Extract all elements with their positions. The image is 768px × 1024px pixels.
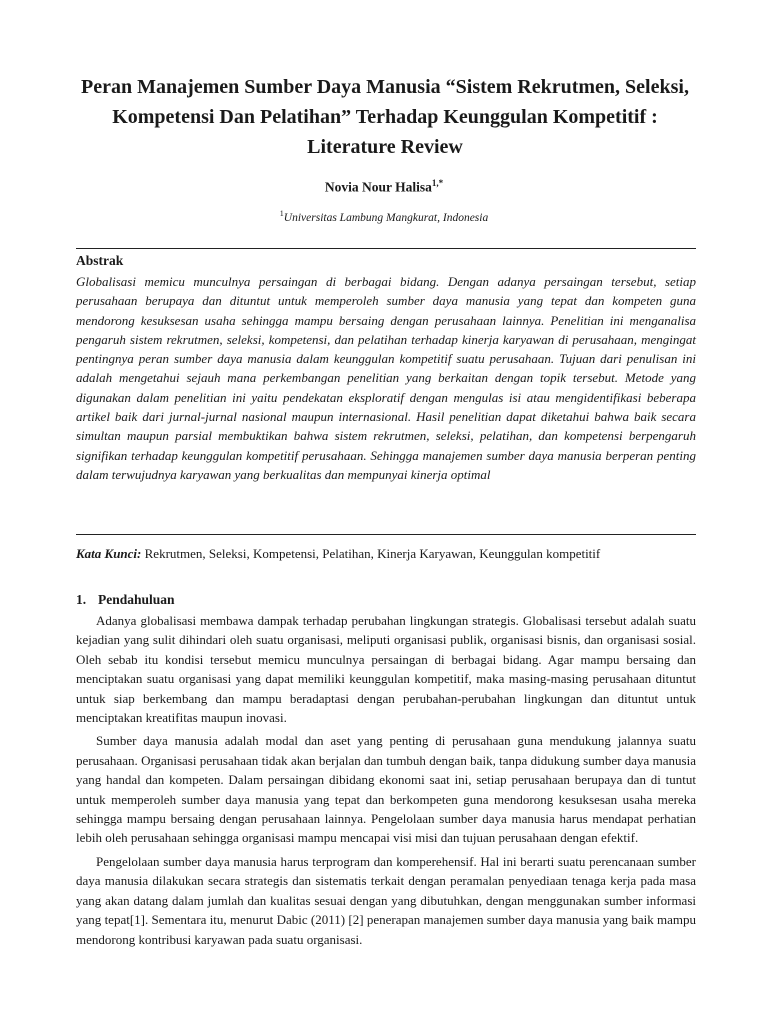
body-paragraph: Sumber daya manusia adalah modal dan aset yang penting di perusahaan guna mendukung jalannya suatu perusahaan. Organisasi perusahaan tidak akan berjalan dan tumbuh dengan baik, tanpa didukung sumber daya manusia yang handal dan kompeten. Dalam persaingan dibidang ekonomi saat ini, setiap perusahaan berupaya dan di tuntut untuk memperoleh sumber daya manusia yang tepat dan berkompeten guna mendorong kesuksesan usaha mereka sehingga mampu bersaing dengan perusahaan lainnya. Pengelolaan sumber daya manusia harus mendapat perhatian lebih oleh perusahaan sehingga organisasi mampu mencapai visi misi dan tujuan perusahaan dengan efektif. [76,733,696,846]
section-body [76,611,696,953]
affiliation-text: Universitas Lambung Mangkurat, Indonesia [283,211,489,224]
affiliation-line [0,209,768,224]
abstract-text: Globalisasi memicu munculnya persaingan di berbagai bidang. Dengan adanya persaingan tersebut, setiap perusahaan berupaya dan dituntut untuk memperoleh sumber daya manusia yang tepat dan kompeten guna mendorong kesuksesan usaha sehingga mampu bersaing dengan perusahaan lainnya. Penelitian ini menganalisa pengaruh sistem rekrutmen, seleksi, kompetensi, dan pelatihan terhadap kinerja karyawan di perusahaan, mengingat pentingnya peran sumber daya manusia dalam keunggulan kompetitif suatu perusahaan. Tujuan dari penulisan ini adalah mengetahui sejauh mana perkembangan penelitian yang berkaitan dengan topik tersebut. Metode yang digunakan dalam penelitian ini yaitu pendekatan eksploratif dengan mengulas isi atau mengidentifikasi beberapa artikel baik dari jurnal-jurnal nasional maupun internasional. Hasil penelitian dapat diketahui bahwa baik secara simultan maupun parsial membuktikan bahwa sistem rekrutmen, seleksi, pelatihan, dan kompetensi berpengaruh signifikan terhadap keunggulan kompetitif perusahaan. Sehingga manajemen sumber daya manusia berperan penting dalam terwujudnya karyawan yang berkualitas dan mempunyai kinerja optimal [76,274,696,482]
author-marker: 1,* [431,178,444,188]
affiliation-marker: 1 [279,209,284,218]
body-paragraph: Adanya globalisasi membawa dampak terhadap perubahan lingkungan strategis. Globalisasi tersebut adalah suatu kejadian yang sulit dihindari oleh suatu organisasi, meliputi organisasi publik, organisasi bisnis, dan organisasi sosial. Oleh sebab itu kondisi tersebut memicu munculnya persaingan di berbagai bidang. Agar mampu bersaing dan menciptakan suatu organisasi yang dapat memiliki keunggulan kompetitif, maka masing-masing perusahaan dituntut untuk siap berkembang dan mampu beradaptasi dengan perubahan-perubahan lingkungan dan dituntut untuk menciptakan kreatifitas maupun inovasi. [76,613,696,726]
keywords-line [76,546,706,562]
abstract-bottom-rule [76,534,696,535]
body-paragraph: Pengelolaan sumber daya manusia harus terprogram dan komperehensif. Hal ini berarti suatu perencanaan sumber daya manusia dilakukan secara strategis dan sistematis terkait dengan peramalan penyediaan tenaga kerja pada masa yang akan datang dalam jumlah dan kualitas sesuai dengan yang dibutuhkan, dengan menggunakan sumber informasi yang tepat[1]. Sementara itu, menurut Dabic (2011) [2] penerapan manajemen sumber daya manusia yang baik mampu mendorong kontribusi karyawan pada suatu organisasi. [76,853,696,947]
paper-title: Peran Manajemen Sumber Daya Manusia “Sistem Rekrutmen, Seleksi, Kompetensi Dan Pelatihan” Terhadap Keunggulan Kompetitif : Literature Review [81,76,689,158]
abstract-heading: Abstrak [76,253,124,268]
keywords-text: Rekrutmen, Seleksi, Kompetensi, Pelatihan, Kinerja Karyawan, Keunggulan kompetitif [144,546,601,561]
section-number: 1. [76,592,87,607]
author-name: Novia Nour Halisa [324,179,432,195]
keywords-label: Kata Kunci: [76,546,142,561]
section-heading [76,592,175,608]
author-line [0,178,768,196]
section-title: Pendahuluan [98,592,175,607]
abstract-top-rule [76,248,696,249]
